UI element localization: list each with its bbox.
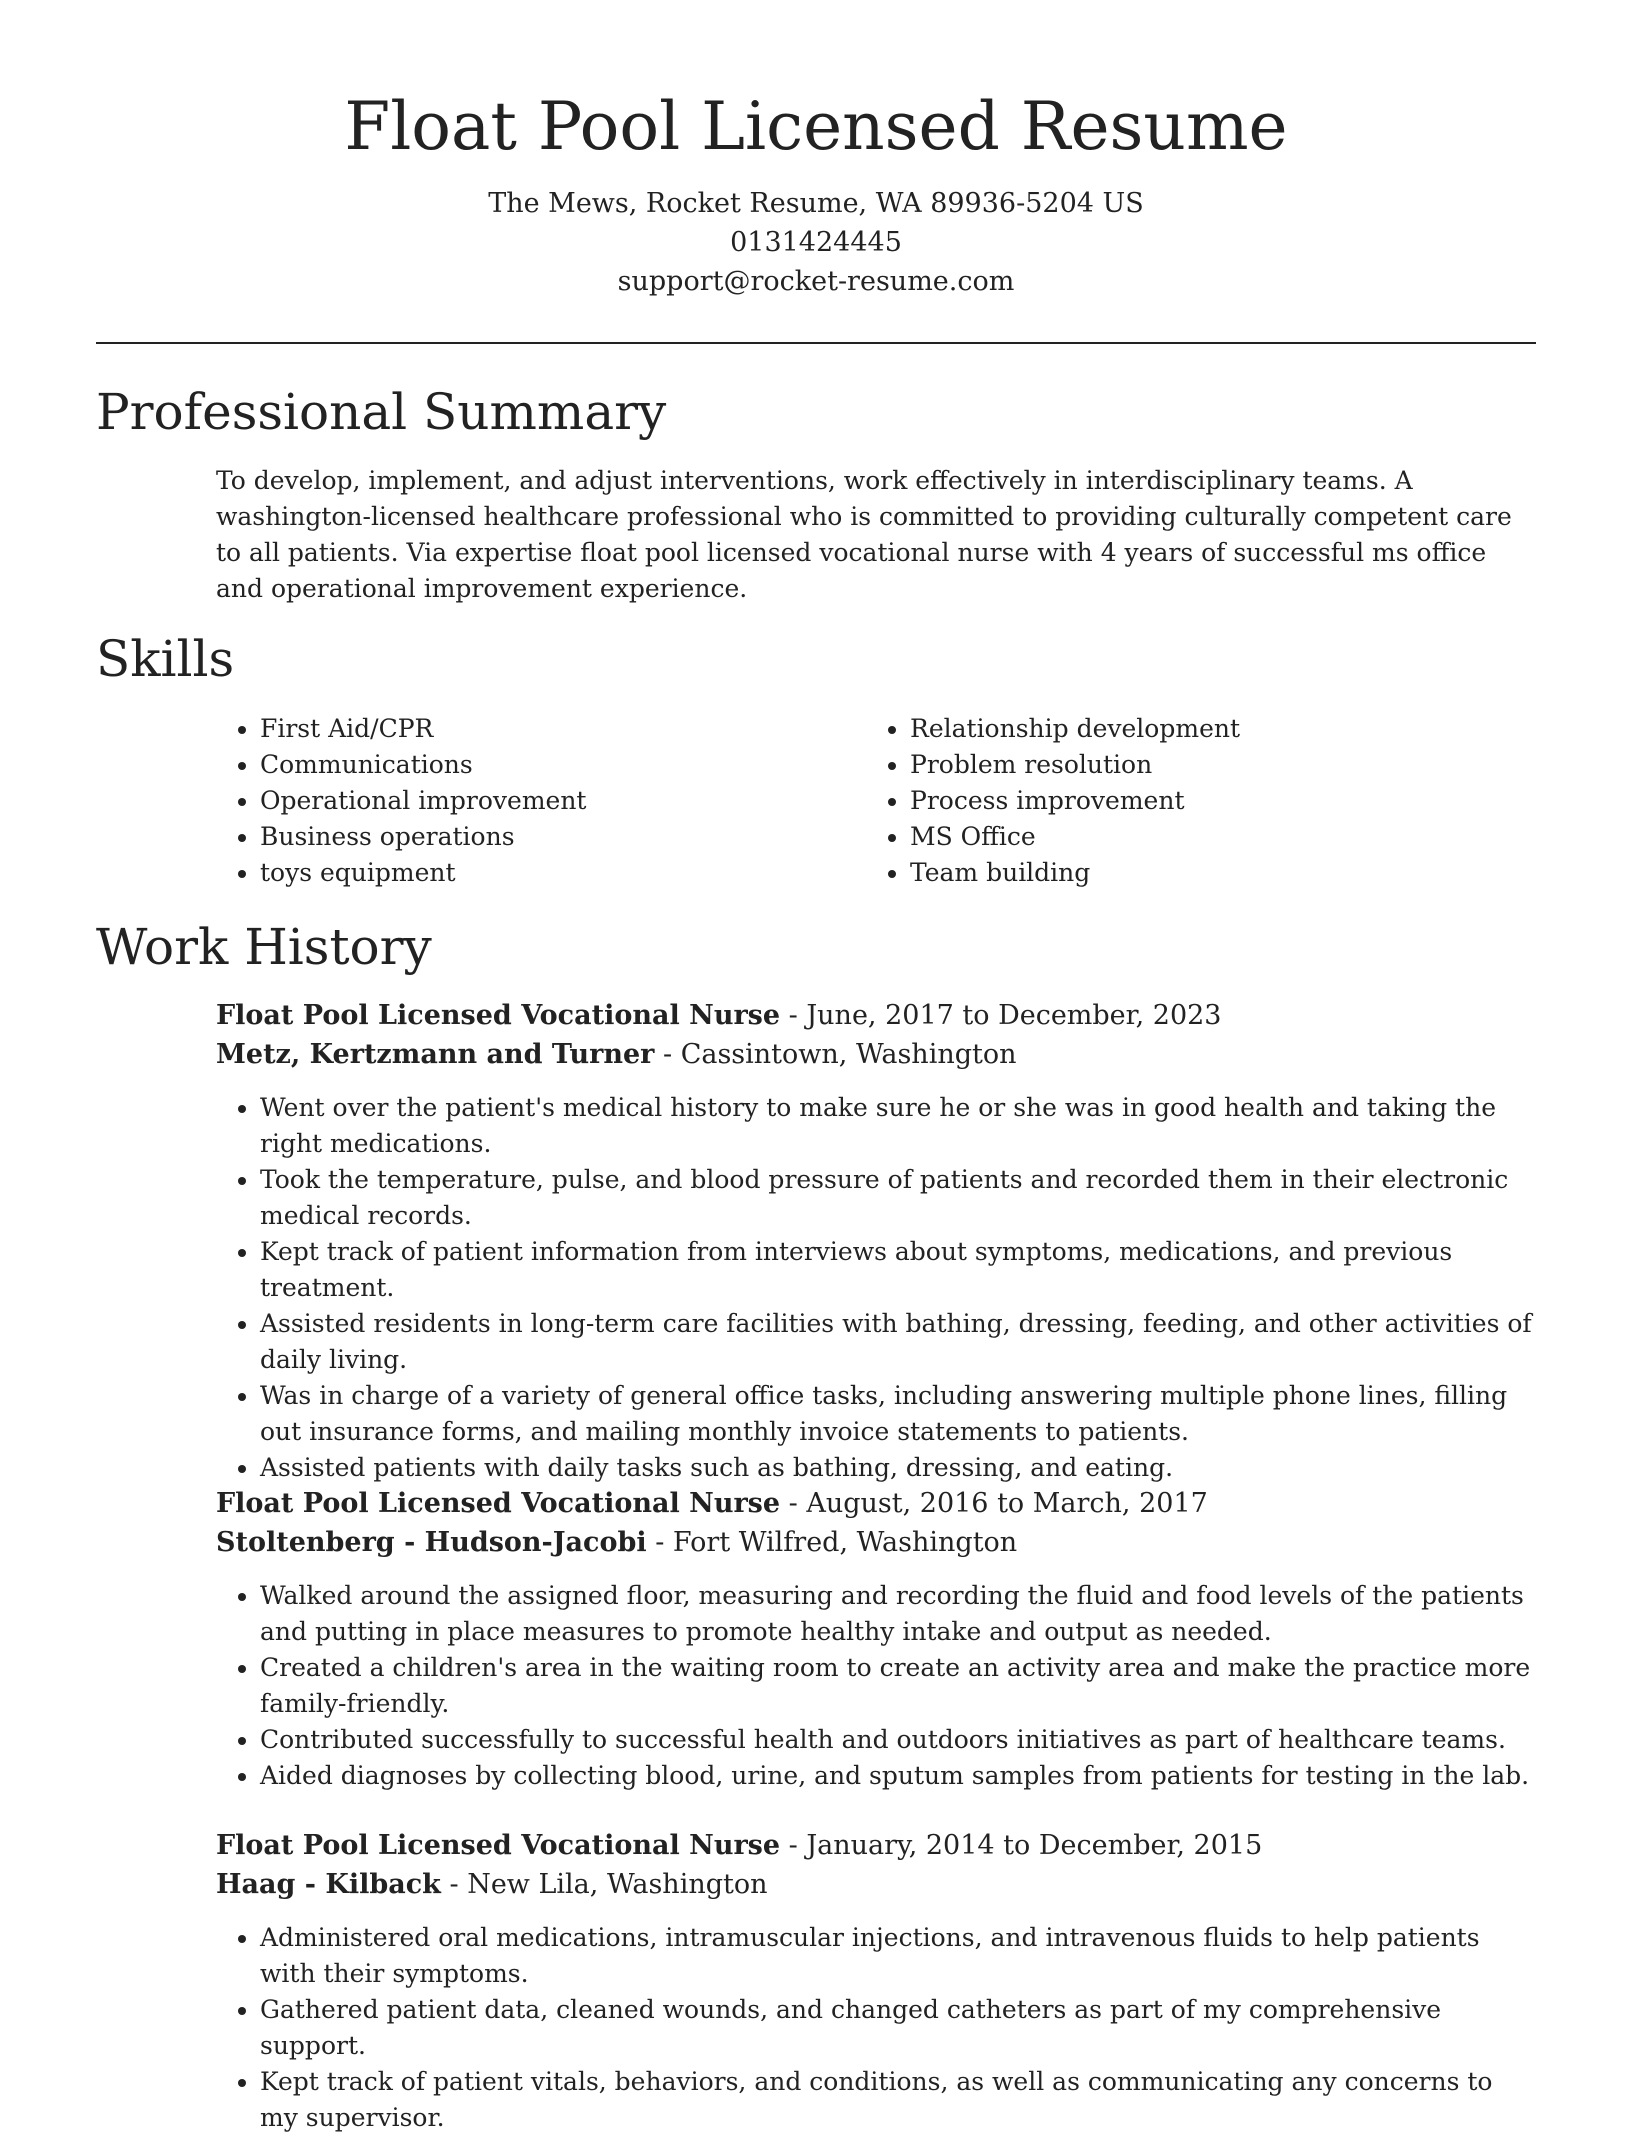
job-role: Float Pool Licensed Vocational Nurse bbox=[216, 1830, 781, 1861]
skill-item: • Process improvement bbox=[910, 783, 1516, 819]
job-entry bbox=[216, 1826, 1536, 2136]
skill-item: • Business operations bbox=[260, 819, 866, 855]
job-bullet: • Walked around the assigned floor, measuring and recording the fluid and food levels of the patients and putting in place measures to promote healthy intake and output as needed. bbox=[260, 1578, 1536, 1650]
job-dates: January, 2014 to December, 2015 bbox=[806, 1830, 1263, 1861]
summary-text: To develop, implement, and adjust interventions, work effectively in interdisciplinary teams. A washington-licensed healthcare professional who is committed to providing culturally competent care to all patients. Via expertise float pool licensed vocational nurse with 4 years of successful ms office and operational improvement experience. bbox=[216, 466, 1512, 603]
contact-block bbox=[0, 184, 1632, 301]
job-company: Metz, Kertzmann and Turner bbox=[216, 1039, 655, 1070]
job-role: Float Pool Licensed Vocational Nurse bbox=[216, 1488, 781, 1519]
job-dates: August, 2016 to March, 2017 bbox=[806, 1488, 1208, 1519]
contact-email: support@rocket-resume.com bbox=[617, 266, 1015, 297]
job-role: Float Pool Licensed Vocational Nurse bbox=[216, 1000, 781, 1031]
skill-item: • Team building bbox=[910, 855, 1516, 891]
summary-heading: Professional Summary bbox=[96, 383, 667, 441]
job-title-line bbox=[216, 996, 1536, 1035]
job-company-line bbox=[216, 1523, 1536, 1562]
job-bullets bbox=[216, 1578, 1536, 1794]
separator: - bbox=[440, 1869, 468, 1900]
header-divider bbox=[96, 342, 1536, 344]
job-bullets bbox=[216, 1090, 1536, 1486]
contact-phone: 0131424445 bbox=[730, 227, 902, 258]
work-history-heading: Work History bbox=[96, 918, 432, 976]
job-company: Haag - Kilback bbox=[216, 1869, 441, 1900]
contact-address: The Mews, Rocket Resume, WA 89936-5204 US bbox=[488, 188, 1144, 219]
job-location: Fort Wilfred, Washington bbox=[672, 1527, 1018, 1558]
job-title-line bbox=[216, 1484, 1536, 1523]
job-bullet: • Aided diagnoses by collecting blood, urine, and sputum samples from patients for testing in the lab. bbox=[260, 1758, 1536, 1794]
job-entry bbox=[216, 1484, 1536, 1794]
job-location: Cassintown, Washington bbox=[680, 1039, 1017, 1070]
separator: - bbox=[780, 1000, 807, 1031]
job-bullet: • Administered oral medications, intramuscular injections, and intravenous fluids to help patients with their symptoms. bbox=[260, 1920, 1536, 1992]
job-bullet: • Assisted residents in long-term care facilities with bathing, dressing, feeding, and other activities of daily living. bbox=[260, 1306, 1536, 1378]
job-company-line bbox=[216, 1035, 1536, 1074]
skill-item: • toys equipment bbox=[260, 855, 866, 891]
job-title-line bbox=[216, 1826, 1536, 1865]
separator: - bbox=[780, 1488, 807, 1519]
job-bullet: • Went over the patient's medical history to make sure he or she was in good health and taking the right medications. bbox=[260, 1090, 1536, 1162]
job-location: New Lila, Washington bbox=[467, 1869, 768, 1900]
job-bullet: • Created a children's area in the waiting room to create an activity area and make the practice more family-friendly. bbox=[260, 1650, 1536, 1722]
skills-heading: Skills bbox=[96, 630, 235, 688]
job-bullet: • Kept track of patient vitals, behaviors, and conditions, as well as communicating any concerns to my supervisor. bbox=[260, 2064, 1536, 2136]
job-company-line bbox=[216, 1865, 1536, 1904]
job-dates: June, 2017 to December, 2023 bbox=[806, 1000, 1222, 1031]
job-entry bbox=[216, 996, 1536, 1486]
separator: - bbox=[780, 1830, 807, 1861]
job-bullet: • Took the temperature, pulse, and blood pressure of patients and recorded them in their electronic medical records. bbox=[260, 1162, 1536, 1234]
resume-name: Float Pool Licensed Resume bbox=[344, 88, 1288, 165]
separator: - bbox=[646, 1527, 673, 1558]
job-bullet: • Kept track of patient information from interviews about symptoms, medications, and previous treatment. bbox=[260, 1234, 1536, 1306]
skill-item: • Communications bbox=[260, 747, 866, 783]
job-bullet: • Assisted patients with daily tasks such as bathing, dressing, and eating. bbox=[260, 1450, 1536, 1486]
job-bullet: • Gathered patient data, cleaned wounds, and changed catheters as part of my comprehensive support. bbox=[260, 1992, 1536, 2064]
resume-header bbox=[0, 82, 1632, 301]
skill-item: • First Aid/CPR bbox=[260, 711, 866, 747]
job-bullet: • Was in charge of a variety of general office tasks, including answering multiple phone lines, filling out insurance forms, and mailing monthly invoice statements to patients. bbox=[260, 1378, 1536, 1450]
skills-column-right bbox=[866, 711, 1516, 891]
skill-item: • Operational improvement bbox=[260, 783, 866, 819]
job-bullet: • Contributed successfully to successful health and outdoors initiatives as part of healthcare teams. bbox=[260, 1722, 1536, 1758]
skill-item: • Relationship development bbox=[910, 711, 1516, 747]
skills-column-left bbox=[216, 711, 866, 891]
skill-item: • Problem resolution bbox=[910, 747, 1516, 783]
separator: - bbox=[654, 1039, 681, 1070]
job-bullets bbox=[216, 1920, 1536, 2136]
skills-list bbox=[216, 711, 1536, 891]
skill-item: • MS Office bbox=[910, 819, 1516, 855]
job-company: Stoltenberg - Hudson-Jacobi bbox=[216, 1527, 647, 1558]
